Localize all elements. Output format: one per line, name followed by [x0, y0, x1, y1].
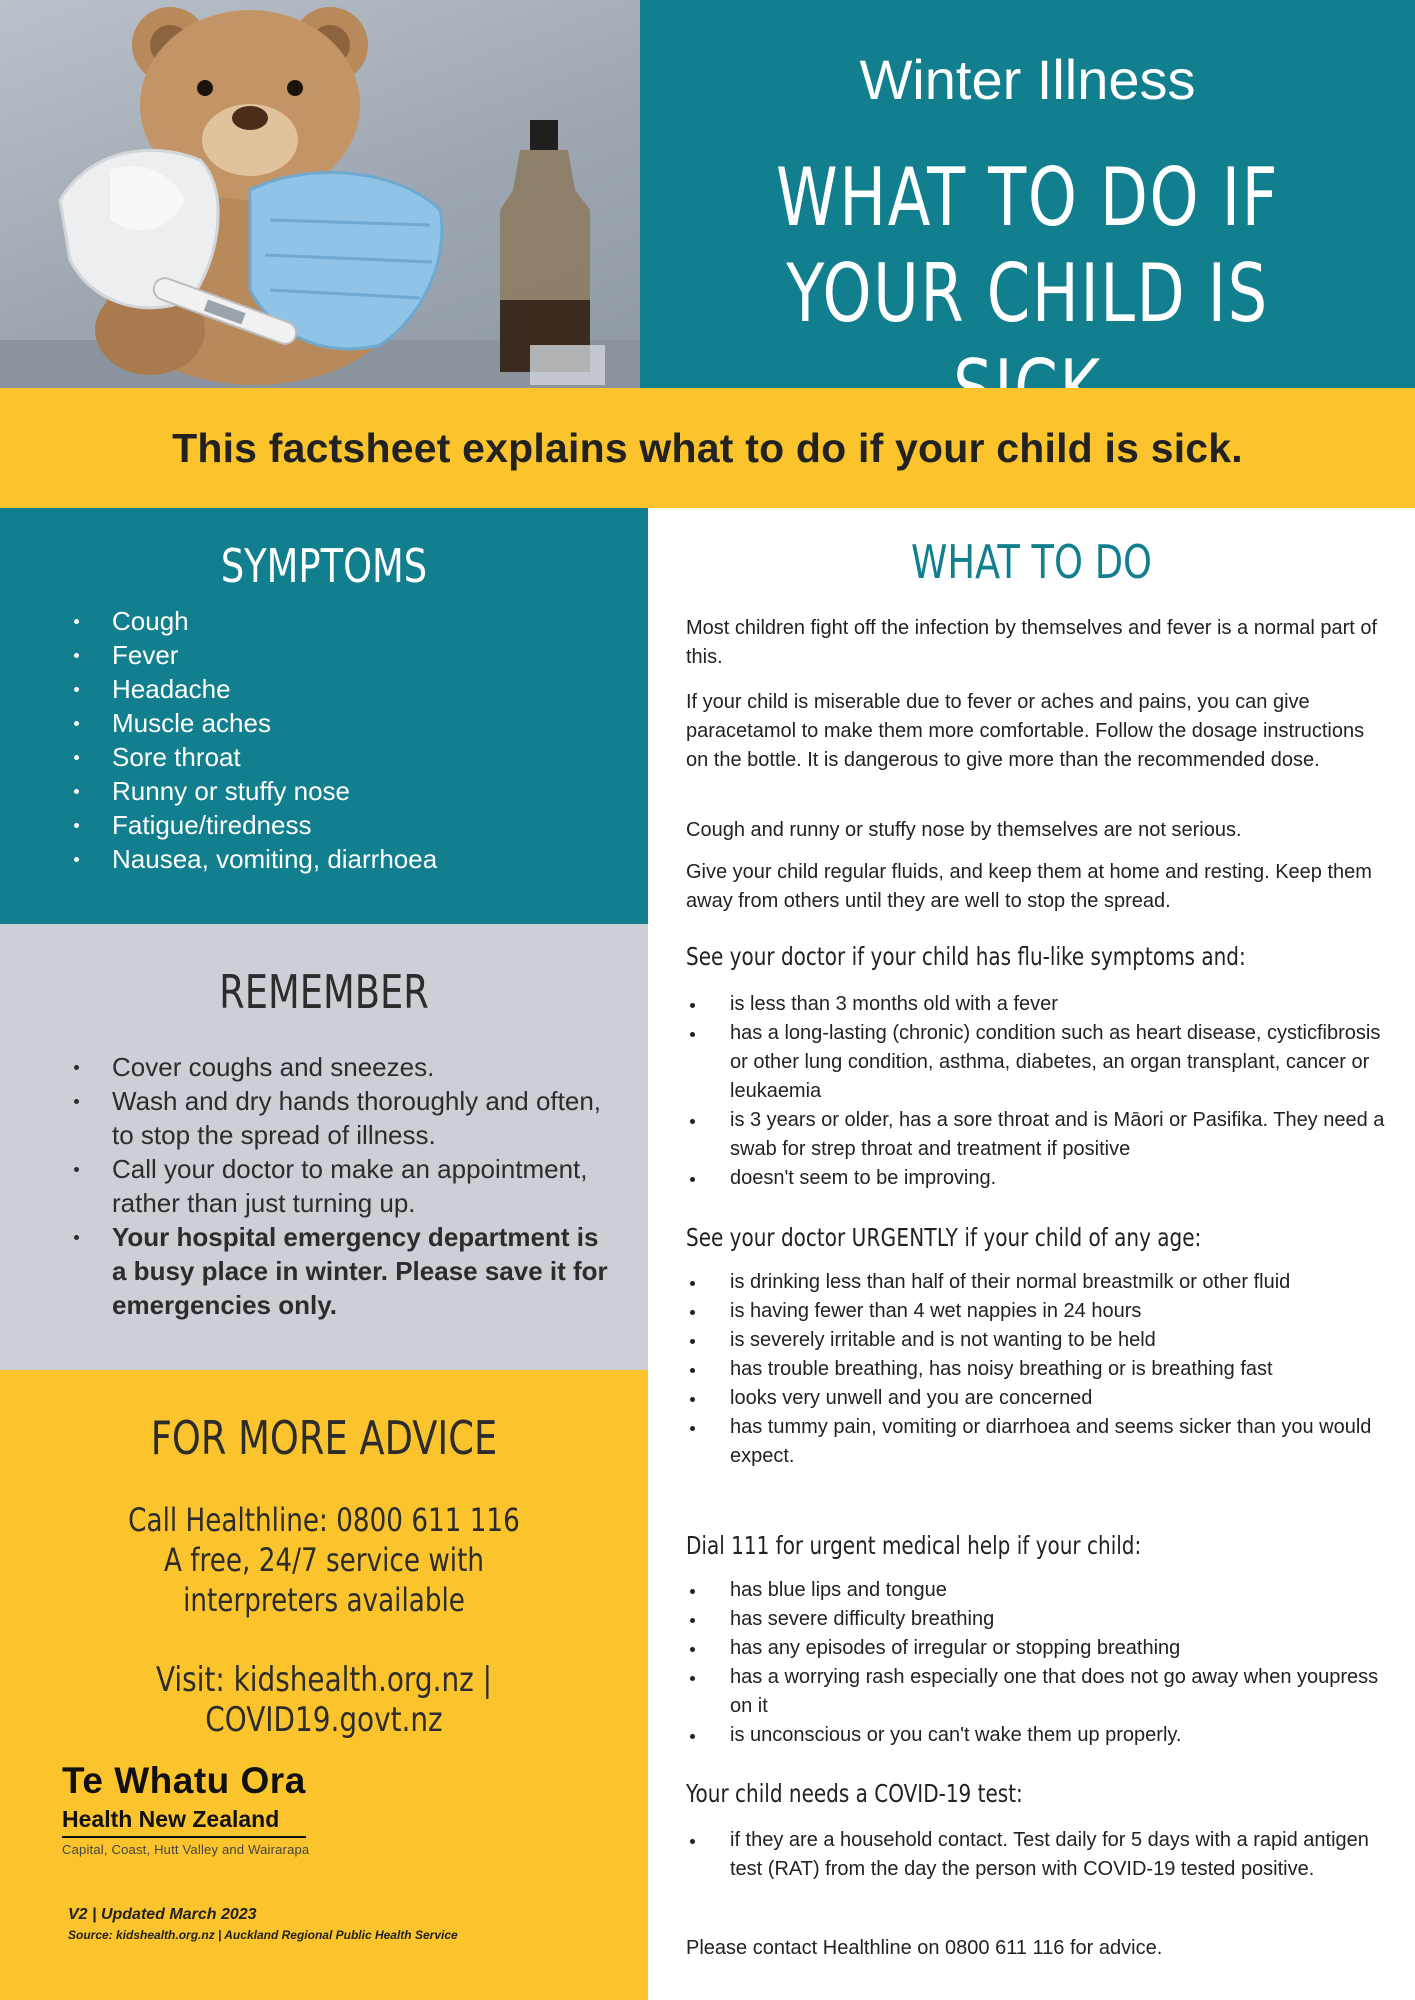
- paragraph-3: Cough and runny or stuffy nose by themselves are not serious.: [686, 819, 1242, 841]
- symptoms-box: [0, 508, 648, 924]
- covid-item: if they are a household contact. Test daily for 5 days with a rapid antigen test (RAT) from the day the person with COVID-19 tested positive.: [686, 1826, 1386, 1884]
- symptom-item: Fatigue/tiredness: [70, 808, 630, 842]
- urgent-heading-pre: See your doctor: [686, 1223, 852, 1252]
- healthline-note-1: A free, 24/7 service with: [164, 1541, 484, 1579]
- logo-subtitle: Health New Zealand: [62, 1806, 280, 1832]
- urgent-item: has trouble breathing, has noisy breathing or is breathing fast: [686, 1355, 1386, 1384]
- urgent-heading: [686, 1222, 1262, 1254]
- logo-divider: [62, 1836, 306, 1838]
- advice-heading: FOR MORE ADVICE: [150, 1411, 498, 1465]
- remember-item: Wash and dry hands thoroughly and often, to stop the spread of illness.: [70, 1084, 618, 1152]
- hero-kicker: Winter Illness: [859, 48, 1196, 111]
- remember-heading: REMEMBER: [219, 965, 429, 1019]
- version-note: V2 | Updated March 2023: [68, 1906, 257, 1923]
- logo-region: Capital, Coast, Hutt Valley and Wairarapa: [62, 1842, 310, 1857]
- healthline-number: Call Healthline: 0800 611 116: [128, 1501, 520, 1539]
- what-to-do-column: [648, 508, 1415, 2000]
- dial-list: [686, 1576, 1386, 1750]
- symptom-item: Sore throat: [70, 740, 630, 774]
- remember-item: Cover coughs and sneezes.: [70, 1050, 618, 1084]
- dial-heading: Dial 111 for urgent medical help if your child:: [686, 1531, 1142, 1560]
- doctor-item: is 3 years or older, has a sore throat and is Māori or Pasifika. They need a swab for strep throat and treatment if positive: [686, 1106, 1386, 1164]
- healthline-note-2: interpreters available: [183, 1581, 465, 1619]
- symptoms-list: [70, 604, 630, 876]
- symptoms-heading: SYMPTOMS: [220, 539, 428, 593]
- dial-item: has a worrying rash especially one that does not go away when youpress on it: [686, 1663, 1386, 1721]
- dial-item: is unconscious or you can't wake them up properly.: [686, 1721, 1386, 1750]
- paragraph-4: Give your child regular fluids, and keep them at home and resting. Keep them away from others until they are well to stop the spread.: [686, 861, 1372, 912]
- dial-item: has severe difficulty breathing: [686, 1605, 1386, 1634]
- remember-box: [0, 924, 648, 1370]
- symptom-item: Cough: [70, 604, 630, 638]
- urgent-item: is severely irritable and is not wanting to be held: [686, 1326, 1386, 1355]
- remember-list: [70, 1050, 618, 1322]
- urgent-list: [686, 1268, 1386, 1471]
- symptom-item: Nausea, vomiting, diarrhoea: [70, 842, 630, 876]
- teddy-bear-illustration: [0, 0, 640, 388]
- hero-photo: [0, 0, 640, 388]
- hero-title-panel: [640, 0, 1415, 388]
- doctor-item: doesn't seem to be improving.: [686, 1164, 1386, 1193]
- source-note: Source: kidshealth.org.nz | Auckland Regional Public Health Service: [68, 1928, 458, 1942]
- doctor-list: [686, 990, 1386, 1193]
- urgent-item: is drinking less than half of their normal breastmilk or other fluid: [686, 1268, 1386, 1297]
- paragraph-1: Most children fight off the infection by themselves and fever is a normal part of this.: [686, 617, 1378, 668]
- urgent-item: looks very unwell and you are concerned: [686, 1384, 1386, 1413]
- intro-banner: [0, 388, 1415, 508]
- covid-heading: Your child needs a COVID-19 test:: [686, 1779, 1023, 1808]
- healthline-footer: Please contact Healthline on 0800 611 116 for advice.: [686, 1937, 1163, 1959]
- doctor-item: is less than 3 months old with a fever: [686, 990, 1386, 1019]
- urgent-heading-post: if your child of any age:: [958, 1223, 1202, 1252]
- remember-item: Call your doctor to make an appointment, rather than just turning up.: [70, 1152, 618, 1220]
- hero-title-line-1: WHAT TO DO IF: [775, 151, 1280, 244]
- advice-box: [0, 1370, 648, 2000]
- symptom-item: Fever: [70, 638, 630, 672]
- remember-item-emphasis: Your hospital emergency department is a busy place in winter. Please save it for emergencies only.: [70, 1220, 618, 1322]
- dial-item: has blue lips and tongue: [686, 1576, 1386, 1605]
- what-to-do-heading: WHAT TO DO: [911, 535, 1152, 589]
- symptom-item: Runny or stuffy nose: [70, 774, 630, 808]
- doctor-heading: See your doctor if your child has flu-like symptoms and:: [686, 942, 1246, 971]
- urgent-heading-word: URGENTLY: [851, 1223, 959, 1252]
- logo-title: Te Whatu Ora: [62, 1760, 306, 1801]
- symptom-item: Muscle aches: [70, 706, 630, 740]
- hero-title-line-2: YOUR CHILD IS: [786, 247, 1269, 340]
- dial-item: has any episodes of irregular or stopping breathing: [686, 1634, 1386, 1663]
- symptom-item: Headache: [70, 672, 630, 706]
- intro-banner-text: This factsheet explains what to do if your child is sick.: [172, 424, 1243, 471]
- covid-list: [686, 1826, 1386, 1884]
- doctor-item: has a long-lasting (chronic) condition such as heart disease, cysticfibrosis or other lung condition, asthma, diabetes, an organ transplant, cancer or leukaemia: [686, 1019, 1386, 1106]
- visit-links[interactable]: Visit: kidshealth.org.nz | COVID19.govt.nz: [155, 1660, 493, 1740]
- urgent-item: is having fewer than 4 wet nappies in 24 hours: [686, 1297, 1386, 1326]
- urgent-item: has tummy pain, vomiting or diarrhoea and seems sicker than you would expect.: [686, 1413, 1386, 1471]
- paragraph-2: If your child is miserable due to fever or aches and pains, you can give paracetamol to make them more comfortable. Follow the dosage instructions on the bottle. It is dangerous to give more than the recommended dose.: [686, 691, 1365, 771]
